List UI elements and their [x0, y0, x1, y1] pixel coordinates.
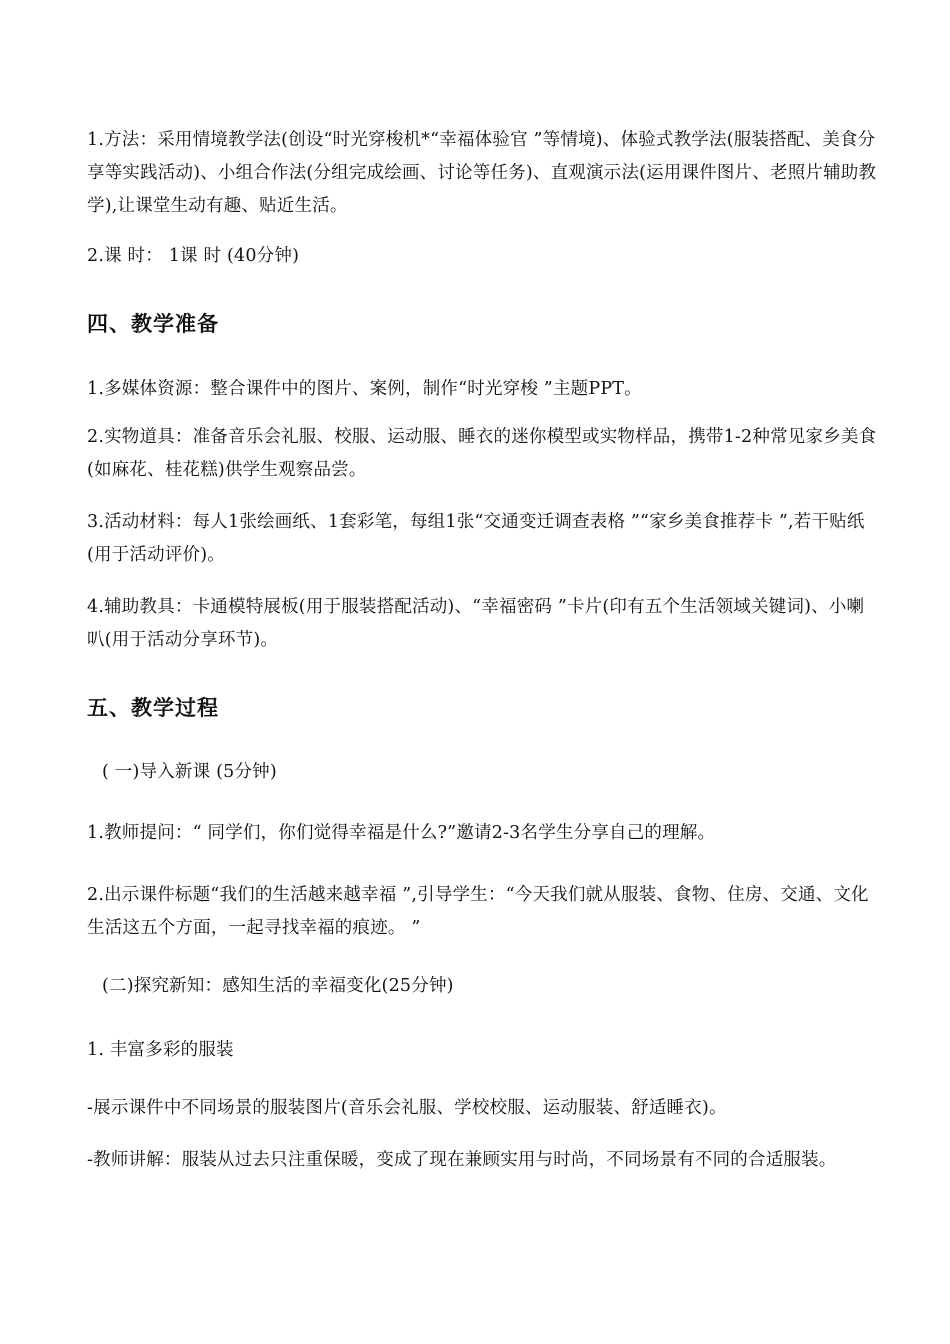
- subsection-title-intro: ( 一)导入新课 (5分钟): [102, 762, 277, 782]
- method-paragraph: 1.方法：采用情境教学法(创设“时光穿梭机*“幸福体验官 ”等情境)、体验式教学法(服装搭配、美食分享等实践活动)、小组合作法(分组完成绘画、讨论等任务)、直观演示法(运用课件图片、老照片辅助教学),让课堂生动有趣、贴近生活。: [87, 130, 877, 216]
- intro-item-question: 1.教师提问：“ 同学们，你们觉得幸福是什么?”邀请2-3名学生分享自己的理解。: [87, 823, 716, 843]
- preparation-item-aids: 4.辅助教具：卡通模特展板(用于服装搭配活动)、“幸福密码 ”卡片(印有五个生活领域关键词)、小喇叭(用于活动分享环节)。: [87, 597, 865, 650]
- intro-item-title: 2.出示课件标题“我们的生活越来越幸福 ”,引导学生：“今天我们就从服装、食物、住房、交通、文化生活这五个方面，一起寻找幸福的痕迹。 ”: [87, 885, 869, 938]
- section-heading-process: 五、教学过程: [87, 696, 219, 720]
- subsection-title-explore: (二)探究新知：感知生活的幸福变化(25分钟): [102, 976, 454, 996]
- class-hours-paragraph: 2.课 时： 1课 时 (40分钟): [87, 246, 300, 266]
- preparation-item-props: 2.实物道具：准备音乐会礼服、校服、运动服、睡衣的迷你模型或实物样品，携带1-2种常见家乡美食(如麻花、桂花糕)供学生观察品尝。: [87, 427, 877, 480]
- topic-title-clothing: 1. 丰富多彩的服装: [87, 1040, 234, 1060]
- section-heading-preparation: 四、教学准备: [87, 312, 219, 336]
- preparation-item-materials: 3.活动材料：每人1张绘画纸、1套彩笔，每组1张“交通变迁调查表格 ”“家乡美食推荐卡 ”,若干贴纸(用于活动评价)。: [87, 512, 865, 565]
- clothing-item-show: -展示课件中不同场景的服装图片(音乐会礼服、学校校服、运动服装、舒适睡衣)。: [87, 1098, 727, 1118]
- clothing-item-explain: -教师讲解：服装从过去只注重保暖，变成了现在兼顾实用与时尚，不同场景有不同的合适服装。: [87, 1150, 837, 1170]
- preparation-item-multimedia: 1.多媒体资源：整合课件中的图片、案例，制作“时光穿梭 ”主题PPT。: [87, 379, 642, 399]
